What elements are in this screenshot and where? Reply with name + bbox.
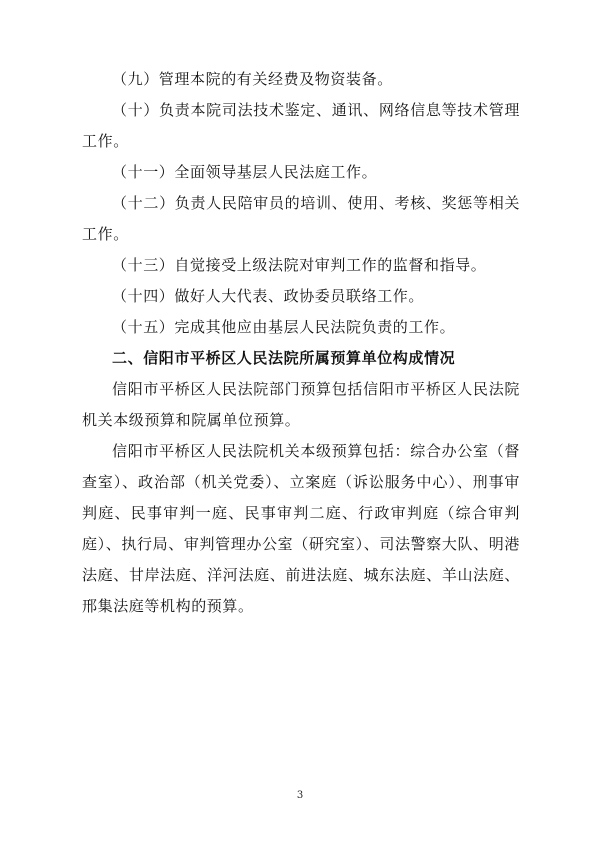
paragraph-item-10: （十）负责本院司法技术鉴定、通讯、网络信息等技术管理工作。 [82,101,520,150]
paragraph-item-15: （十五）完成其他应由基层人民法院负责的工作。 [112,318,456,336]
paragraph-item-14: （十四）做好人大代表、政协委员联络工作。 [112,287,425,305]
document-body [82,64,520,622]
section-heading: 二、信阳市平桥区人民法院所属预算单位构成情况 [112,349,456,367]
paragraph-budget-overview: 信阳市平桥区人民法院部门预算包括信阳市平桥区人民法院机关本级预算和院属单位预算。 [82,380,520,429]
paragraph-item-9: （九）管理本院的有关经费及物资装备。 [112,70,393,88]
paragraph-item-12: （十二）负责人民陪审员的培训、使用、考核、奖惩等相关工作。 [82,194,520,243]
paragraph-budget-units: 信阳市平桥区人民法院机关本级预算包括：综合办公室（督查室）、政治部（机关党委）、立案庭（诉讼服务中心）、刑事审判庭、民事审判一庭、民事审判二庭、行政审判庭（综合审判庭）、执行局、审判管理办公室（研究室）、司法警察大队、明港法庭、甘岸法庭、洋河法庭、前进法庭、城东法庭、羊山法庭、邢集法庭等机构的预算。 [82,442,520,615]
paragraph-item-11: （十一）全面领导基层人民法庭工作。 [112,163,378,181]
page-number: 3 [296,790,304,801]
paragraph-item-13: （十三）自觉接受上级法院对审判工作的监督和指导。 [112,256,487,274]
